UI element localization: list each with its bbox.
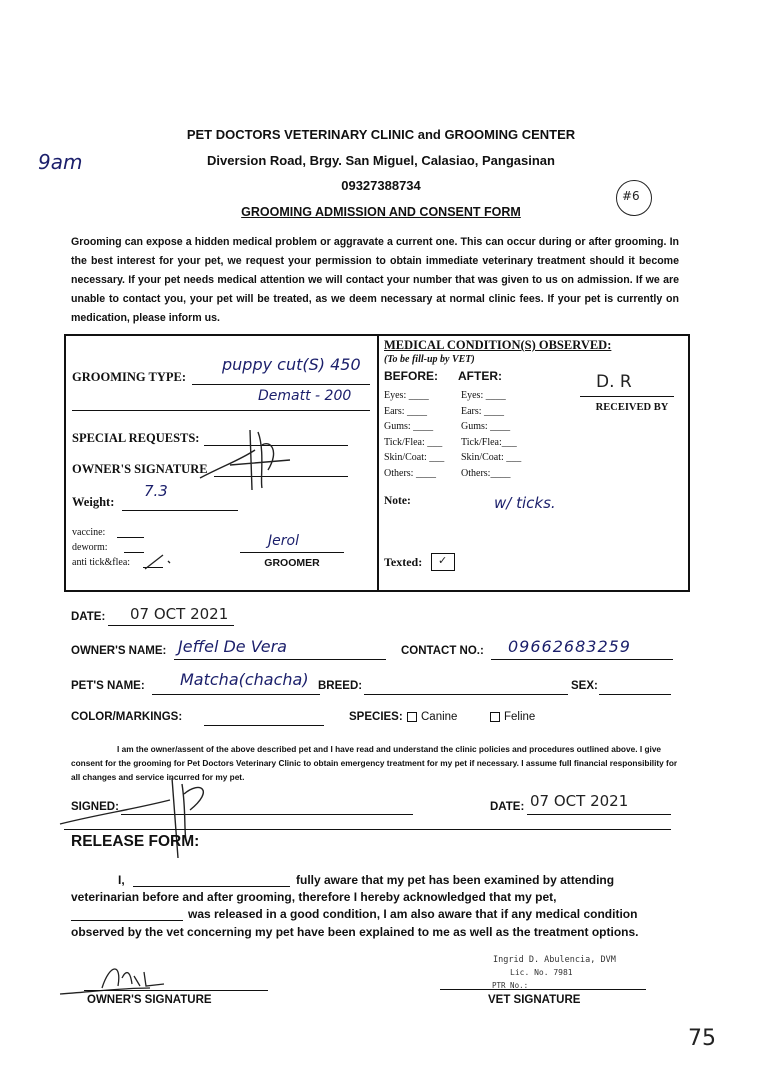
release-top-line [64, 829, 671, 830]
deworm-line [124, 552, 144, 553]
after-item: Eyes: [461, 390, 484, 401]
weight-value: 7.3 [144, 482, 168, 500]
breed-label: BREED: [318, 680, 363, 692]
date-line [108, 625, 234, 626]
owner-signature-label: OWNER'S SIGNATURE [72, 462, 208, 476]
special-requests-label: SPECIAL REQUESTS: [72, 431, 200, 445]
owner-name-label: OWNER'S NAME: [71, 645, 167, 657]
grooming-type-line-2 [72, 410, 370, 411]
color-label: COLOR/MARKINGS: [71, 711, 183, 723]
clinic-address: Diversion Road, Brgy. San Miguel, Calasiao, Pangasinan [207, 153, 555, 168]
anti-tick-label: anti tick&flea: [72, 557, 131, 568]
intro-paragraph: Grooming can expose a hidden medical problem or aggravate a current one. This can occur during or after grooming. In the best interest for your pet, we request your permission to obtain immediate veterinary treatment should it become necessary. If your pet needs medical attention we will contact your number that was given to us on admission. If we are unable to contact you, your pet will be treated, as we deem necessary at normal clinic fees. If your pet is currently on medication, please inform us. [71, 236, 679, 324]
release-vet-signature-label: VET SIGNATURE [488, 994, 581, 1006]
consent-date-line [527, 814, 671, 815]
release-owner-signature-label: OWNER'S SIGNATURE [87, 994, 212, 1006]
sex-label: SEX: [571, 680, 598, 692]
owner-signature-scribble [170, 420, 290, 500]
medical-title: MEDICAL CONDITION(S) OBSERVED: [384, 338, 612, 352]
release-owner-signature-scribble [60, 958, 190, 998]
after-item: Tick/Flea: [461, 436, 502, 448]
medical-subtitle: (To be fill-up by VET) [384, 354, 475, 365]
after-item: Ears: [461, 405, 482, 417]
vet-signature-line [440, 989, 646, 990]
contact-label: CONTACT NO.: [401, 645, 484, 657]
clinic-name: PET DOCTORS VETERINARY CLINIC and GROOMING CENTER [186, 127, 576, 142]
release-i-label: I, [118, 873, 125, 887]
texted-box[interactable] [431, 553, 455, 571]
before-item: Others: [384, 467, 414, 479]
form-number: #6 [622, 189, 640, 203]
vaccine-line [117, 537, 144, 538]
after-label: AFTER: [458, 369, 502, 383]
pet-name-line [152, 694, 320, 695]
received-by-line [580, 396, 674, 397]
feline-label: Feline [504, 711, 536, 723]
after-list: Eyes: ____ Ears: ____ Gums: ____ Tick/Flea:___ Skin/Coat: ___ Others:____ [461, 390, 522, 479]
release-text-1: fully aware that my pet has been examined by attending [296, 873, 615, 887]
before-label: BEFORE: [384, 369, 438, 383]
before-item: Skin/Coat: [384, 452, 427, 463]
canine-checkbox[interactable] [407, 712, 417, 722]
species-canine[interactable] [407, 711, 457, 723]
date-value: 07 OCT 2021 [130, 605, 229, 623]
color-line [204, 725, 324, 726]
after-item: Gums: [461, 421, 488, 432]
corner-initials: 75 [688, 1026, 716, 1051]
before-item: Gums: [384, 421, 411, 432]
grooming-type-value-2: Dematt - 200 [258, 388, 352, 404]
vet-stamp-lic: Lic. No. 7981 [510, 968, 573, 977]
consent-date-value: 07 OCT 2021 [530, 792, 629, 810]
contact-value: 09662683259 [508, 637, 631, 656]
clinic-phone: 09327388734 [341, 178, 421, 193]
before-item: Eyes: [384, 390, 407, 401]
release-text-2: veterinarian before and after grooming, therefore I hereby acknowledged that my pet, [71, 890, 557, 904]
vet-stamp-ptr: PTR No.: [492, 981, 529, 990]
owner-name-value: Jeffel De Vera [178, 637, 287, 656]
box-divider [377, 334, 379, 590]
texted-check: ✓ [438, 554, 448, 567]
date-label: DATE: [71, 611, 106, 623]
grooming-type-line [192, 384, 370, 385]
release-text-4: observed by the vet concerning my pet have been explained to me as well as the treatment options. [71, 925, 639, 939]
species-feline[interactable] [490, 711, 535, 723]
release-name-line [133, 886, 290, 887]
vaccine-label: vaccine: [72, 527, 106, 538]
owner-signature-line-release [84, 990, 268, 991]
consent-paragraph: I am the owner/assent of the above described pet and I have read and understand the clinic policies and procedures outlined above. I give consent for the grooming for Pet Doctors Veterinary Clinic to obtain emergency treatment for my pet if necessary. I assume full financial responsibility for all changes and service incurred for my pet. [71, 744, 678, 782]
weight-line [122, 510, 238, 511]
before-item: Tick/Flea: [384, 436, 425, 448]
grooming-type-value: puppy cut(S) 450 [222, 355, 361, 374]
groomer-line [240, 552, 344, 553]
before-item: Ears: [384, 405, 405, 417]
received-by-label: RECEIVED BY [595, 402, 669, 413]
release-title: RELEASE FORM: [71, 833, 200, 850]
grooming-type-label: GROOMING TYPE: [72, 370, 187, 384]
release-pet-line [71, 920, 183, 921]
consent-date-label: DATE: [490, 801, 525, 813]
time-annotation: 9am [38, 150, 83, 174]
species-label: SPECIES: [349, 711, 403, 723]
after-item: Others: [461, 467, 491, 479]
anti-tick-check [143, 553, 183, 573]
signed-label: SIGNED: [71, 801, 119, 813]
vet-stamp-name: Ingrid D. Abulencia, DVM [493, 955, 616, 965]
groomer-value: Jerol [268, 533, 299, 549]
deworm-label: deworm: [72, 542, 108, 553]
pet-name-value: Matcha(chacha) [180, 670, 309, 689]
note-label: Note: [384, 495, 411, 507]
feline-checkbox[interactable] [490, 712, 500, 722]
note-value: w/ ticks. [494, 494, 556, 512]
received-by-value: D. R [596, 372, 632, 392]
pet-name-label: PET'S NAME: [71, 680, 145, 692]
owner-name-line [174, 659, 386, 660]
texted-label: Texted: [384, 555, 423, 569]
weight-label: Weight: [72, 495, 115, 509]
sex-line [599, 694, 671, 695]
breed-line [364, 694, 568, 695]
contact-line [491, 659, 673, 660]
canine-label: Canine [421, 711, 458, 723]
before-list: Eyes: ____ Ears: ____ Gums: ____ Tick/Flea: ___ Skin/Coat: ___ Others: ____ [384, 390, 445, 479]
after-item: Skin/Coat: [461, 452, 504, 463]
groomer-label: GROOMER [264, 557, 320, 569]
release-text-3: was released in a good condition, I am also aware that if any medical condition [188, 907, 638, 921]
form-title: GROOMING ADMISSION AND CONSENT FORM [241, 205, 521, 219]
